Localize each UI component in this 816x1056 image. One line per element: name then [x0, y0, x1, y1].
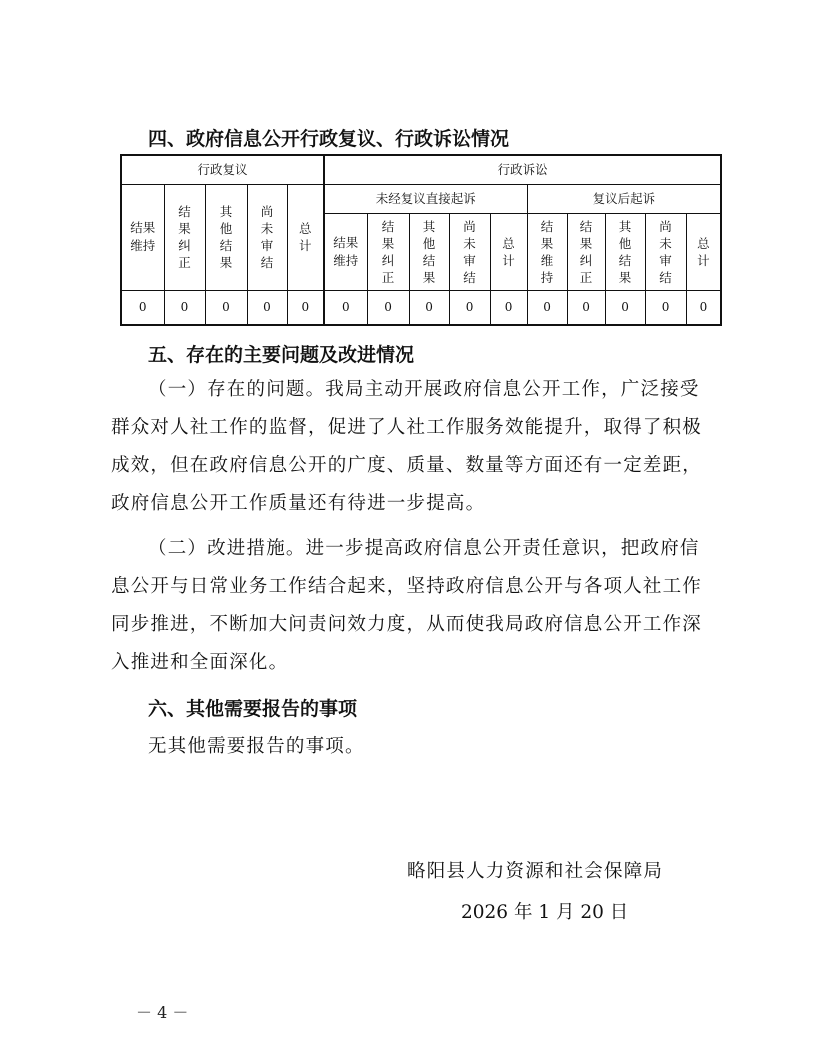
paragraph-line: 群众对人社工作的监督，促进了人社工作服务效能提升，取得了积极: [111, 417, 703, 438]
col-header: 结果维持: [324, 213, 367, 290]
section6-heading: 六、其他需要报告的事项: [148, 698, 358, 720]
table-cell: 0: [449, 290, 490, 325]
col-header: 其他结果: [205, 184, 247, 290]
paragraph-line: 息公开与日常业务工作结合起来，坚持政府信息公开与各项人社工作: [111, 576, 703, 597]
paragraph-line: （二）改进措施。进一步提高政府信息公开责任意识，把政府信: [148, 538, 700, 559]
table-cell: 0: [686, 290, 721, 325]
col-header: 其他结果: [605, 213, 645, 290]
col-header: 尚未审结: [645, 213, 686, 290]
table-cell: 0: [247, 290, 287, 325]
table-cell: 0: [121, 290, 164, 325]
subgroup-header-direct: 未经复议直接起诉: [324, 184, 527, 213]
col-header: 总计: [287, 184, 324, 290]
col-header: 结果纠正: [367, 213, 409, 290]
table-cell: 0: [527, 290, 567, 325]
table-cell: 0: [367, 290, 409, 325]
col-header: 结果维持: [527, 213, 567, 290]
section6-body: 无其他需要报告的事项。: [148, 736, 365, 757]
paragraph-line: 政府信息公开工作质量还有待进一步提高。: [111, 493, 486, 514]
table-cell: 0: [645, 290, 686, 325]
col-header: 其他结果: [409, 213, 449, 290]
review-litigation-table: [120, 154, 722, 326]
section5-heading: 五、存在的主要问题及改进情况: [148, 344, 415, 366]
col-header: 结果纠正: [164, 184, 205, 290]
col-header: 尚未审结: [247, 184, 287, 290]
signature-date: 2026 年 1 月 20 日: [461, 902, 629, 923]
paragraph-line: 成效，但在政府信息公开的广度、质量、数量等方面还有一定差距，: [111, 455, 703, 476]
paragraph-line: 入推进和全面深化。: [111, 652, 289, 673]
table-cell: 0: [567, 290, 605, 325]
section4-heading: 四、政府信息公开行政复议、行政诉讼情况: [148, 128, 510, 150]
table-cell: 0: [324, 290, 367, 325]
table-cell: 0: [490, 290, 527, 325]
col-header: 结果纠正: [567, 213, 605, 290]
page-number: － 4 －: [136, 1003, 189, 1022]
group-header-admin-review: 行政复议: [121, 155, 324, 184]
table-cell: 0: [605, 290, 645, 325]
table-row: [121, 290, 721, 325]
col-header: 结果维持: [121, 184, 164, 290]
col-header: 总计: [686, 213, 721, 290]
paragraph-line: （一）存在的问题。我局主动开展政府信息公开工作，广泛接受: [148, 379, 700, 400]
paragraph-line: 同步推进，不断加大问责问效力度，从而使我局政府信息公开工作深: [111, 614, 703, 635]
subgroup-header-after-review: 复议后起诉: [527, 184, 721, 213]
table-cell: 0: [409, 290, 449, 325]
table-cell: 0: [205, 290, 247, 325]
table-cell: 0: [287, 290, 324, 325]
table-cell: 0: [164, 290, 205, 325]
group-header-admin-litigation: 行政诉讼: [324, 155, 721, 184]
col-header: 尚未审结: [449, 213, 490, 290]
col-header: 总计: [490, 213, 527, 290]
signature-org: 略阳县人力资源和社会保障局: [407, 861, 664, 882]
